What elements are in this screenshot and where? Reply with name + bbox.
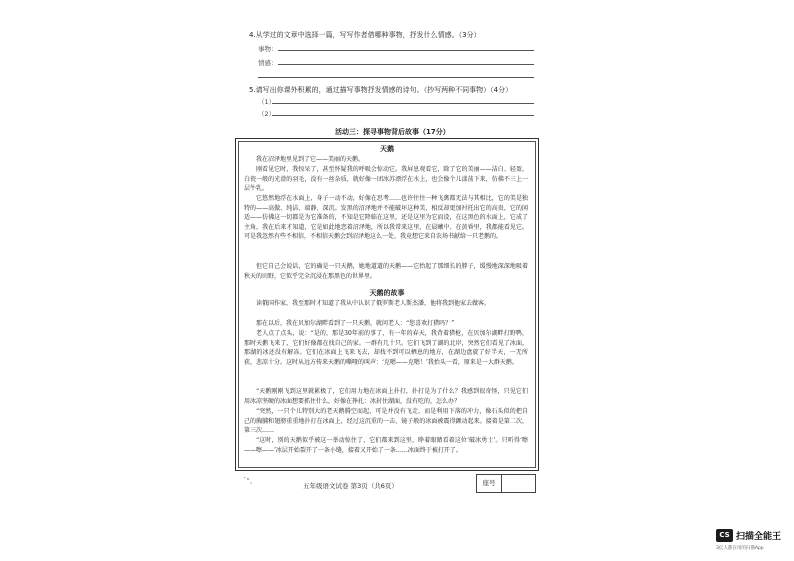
passage-para: 我在沼泽地里见到了它——美丽的天鹅。 [256, 156, 365, 163]
passage-para: 那在以后，我在贝加尔湖畔看到了一只天鹅，就问老人：“您喜欢打猎吗？” [256, 320, 455, 327]
passage-box [235, 138, 539, 471]
passage-para: 刚看见它时，我惊呆了，甚至怀疑我的呼吸会惊动它。我屏息观看它，除了它的美丽——洁白、轻盈，白瓷一般的光滑的羽毛，没有一丝杂质，就好像一团冰苏漂浮在水上，也会像个儿漾荡下来，仿佛不三上一层牛乳。 [244, 166, 528, 192]
passage-para: 老人点了点头，说：“是的，那是30年前的事了，有一年的春天，我背着猎枪，在贝加尔湖畔打野鸭，那时天鹅飞来了，它们好像都在找自己的家。一群有几十只。它们飞到了湖的北岸，突然它们看见了冰面，那湖的冰还没有解冻。它们在冰面上飞来飞去，却找不到可以栖息的地方，在湖边盘旋了好半天，一无所获，悲凉十分。这时从远方传来天鹅的嘶哑的叫声：‘克嗯——克嗯！’我抬头一看，原来是一大群天鹅。 [244, 330, 528, 366]
seat-number-box [476, 474, 536, 493]
seat-number-label: 座号 [477, 475, 502, 492]
watermark-subtitle: 3亿人都在用的扫描App [716, 546, 764, 551]
q4-feeling-label: 情感： [258, 59, 278, 67]
q4-thing-label: 事物： [258, 45, 278, 53]
page-footer: 五年级语文试卷 第3页（共6页） [303, 482, 398, 490]
passage-para: “天鹅刚刚飞到这里就累极了，它们用力地在冰面上扑打，扑打是为了什么？我感到很奇怪，只见它们用冰凉坚硬的冰面想要抓住什么，好像在挣扎：冰封住湖面，没有吃的，怎么办？ [244, 388, 528, 405]
q4-extra-line [258, 77, 534, 78]
passage-title-1: 天鹅 [380, 145, 394, 153]
q5-item1-line [272, 103, 534, 104]
q5-item2-line [272, 115, 534, 116]
q5-item2-label: （2） [258, 110, 276, 118]
passage-para: 它悠然地浮在水面上，身子一动不动，好像在思考……也许往往一种飞禽都无法与其相比，它的美是独特的——高傲、纯洁、端静、深沉。发黑的沼泽地并不能破坏这种美，相反却更加衬托出它的高贵，它的闲适——仿佛这一切都是为它准备的，不知是它降临在这里，还是这里为它而设，在这黑色的水面上，它成了主角。我在后来才知道，它是如此地恋着沼泽地，所以我常来这里，在晨曦中、在黄昏里，我都能看见它。可是我忽然有些不相信，不相信天鹅会到沼泽地这么一处，我竟想它来自农场书献给一只老鹅的。 [244, 195, 528, 240]
q5-prompt: 5.请写出你课外积累的，通过描写事物抒发情感的诗句。（抄写两种不同事物）（4分） [249, 86, 513, 94]
passage-para: “这时，别的天鹅似乎被这一举动惊住了，它们都来到这里，睁着眼睛看着这位‘破冰勇士’。只听得‘嚓——嚓——’冰层开始裂开了一条小缝，接着又开始了一条……冰面终于被打开了。 [244, 437, 528, 454]
watermark-title: 扫描全能王 [736, 532, 782, 542]
passage-para: 但它自己会说话，它的确是一只天鹅，她地道道的天鹅——它抬起了那细长的脖子，缓慢地深深地吸着秋天的田野，它似乎完全沉浸在那黑色的世界里。 [244, 263, 528, 280]
passage-para: 读俄国作家，我至那时才知道了我从中认识了俄罗斯老人斯杰潘，他将我到他家去做客。 [256, 300, 491, 307]
q4-feeling-line [278, 64, 534, 65]
camscanner-logo-icon: CS [716, 529, 733, 542]
section-title: 活动三：探寻事物背后故事（17分） [335, 128, 450, 136]
passage-para: “突然，一只个儿特别大的老天鹅腾空而起，可是并没有飞走，而是利用下落的冲力，像石头似的把自己的胸脯和翅膀重重地扑打在冰面上，经过这沉重的一击，镜子般的冰面被震得颤动起来。接着是第二次，第三次…… [244, 408, 528, 434]
scan-mark: ˉ"、 [243, 477, 257, 485]
q4-prompt: 4.从学过的文章中选择一篇，写写作者借哪种事物，抒发什么情感。（3分） [249, 31, 481, 39]
q4-thing-line [278, 50, 534, 51]
passage-title-2: 天鹅的故事 [369, 289, 405, 297]
q5-item1-label: （1） [258, 98, 276, 106]
